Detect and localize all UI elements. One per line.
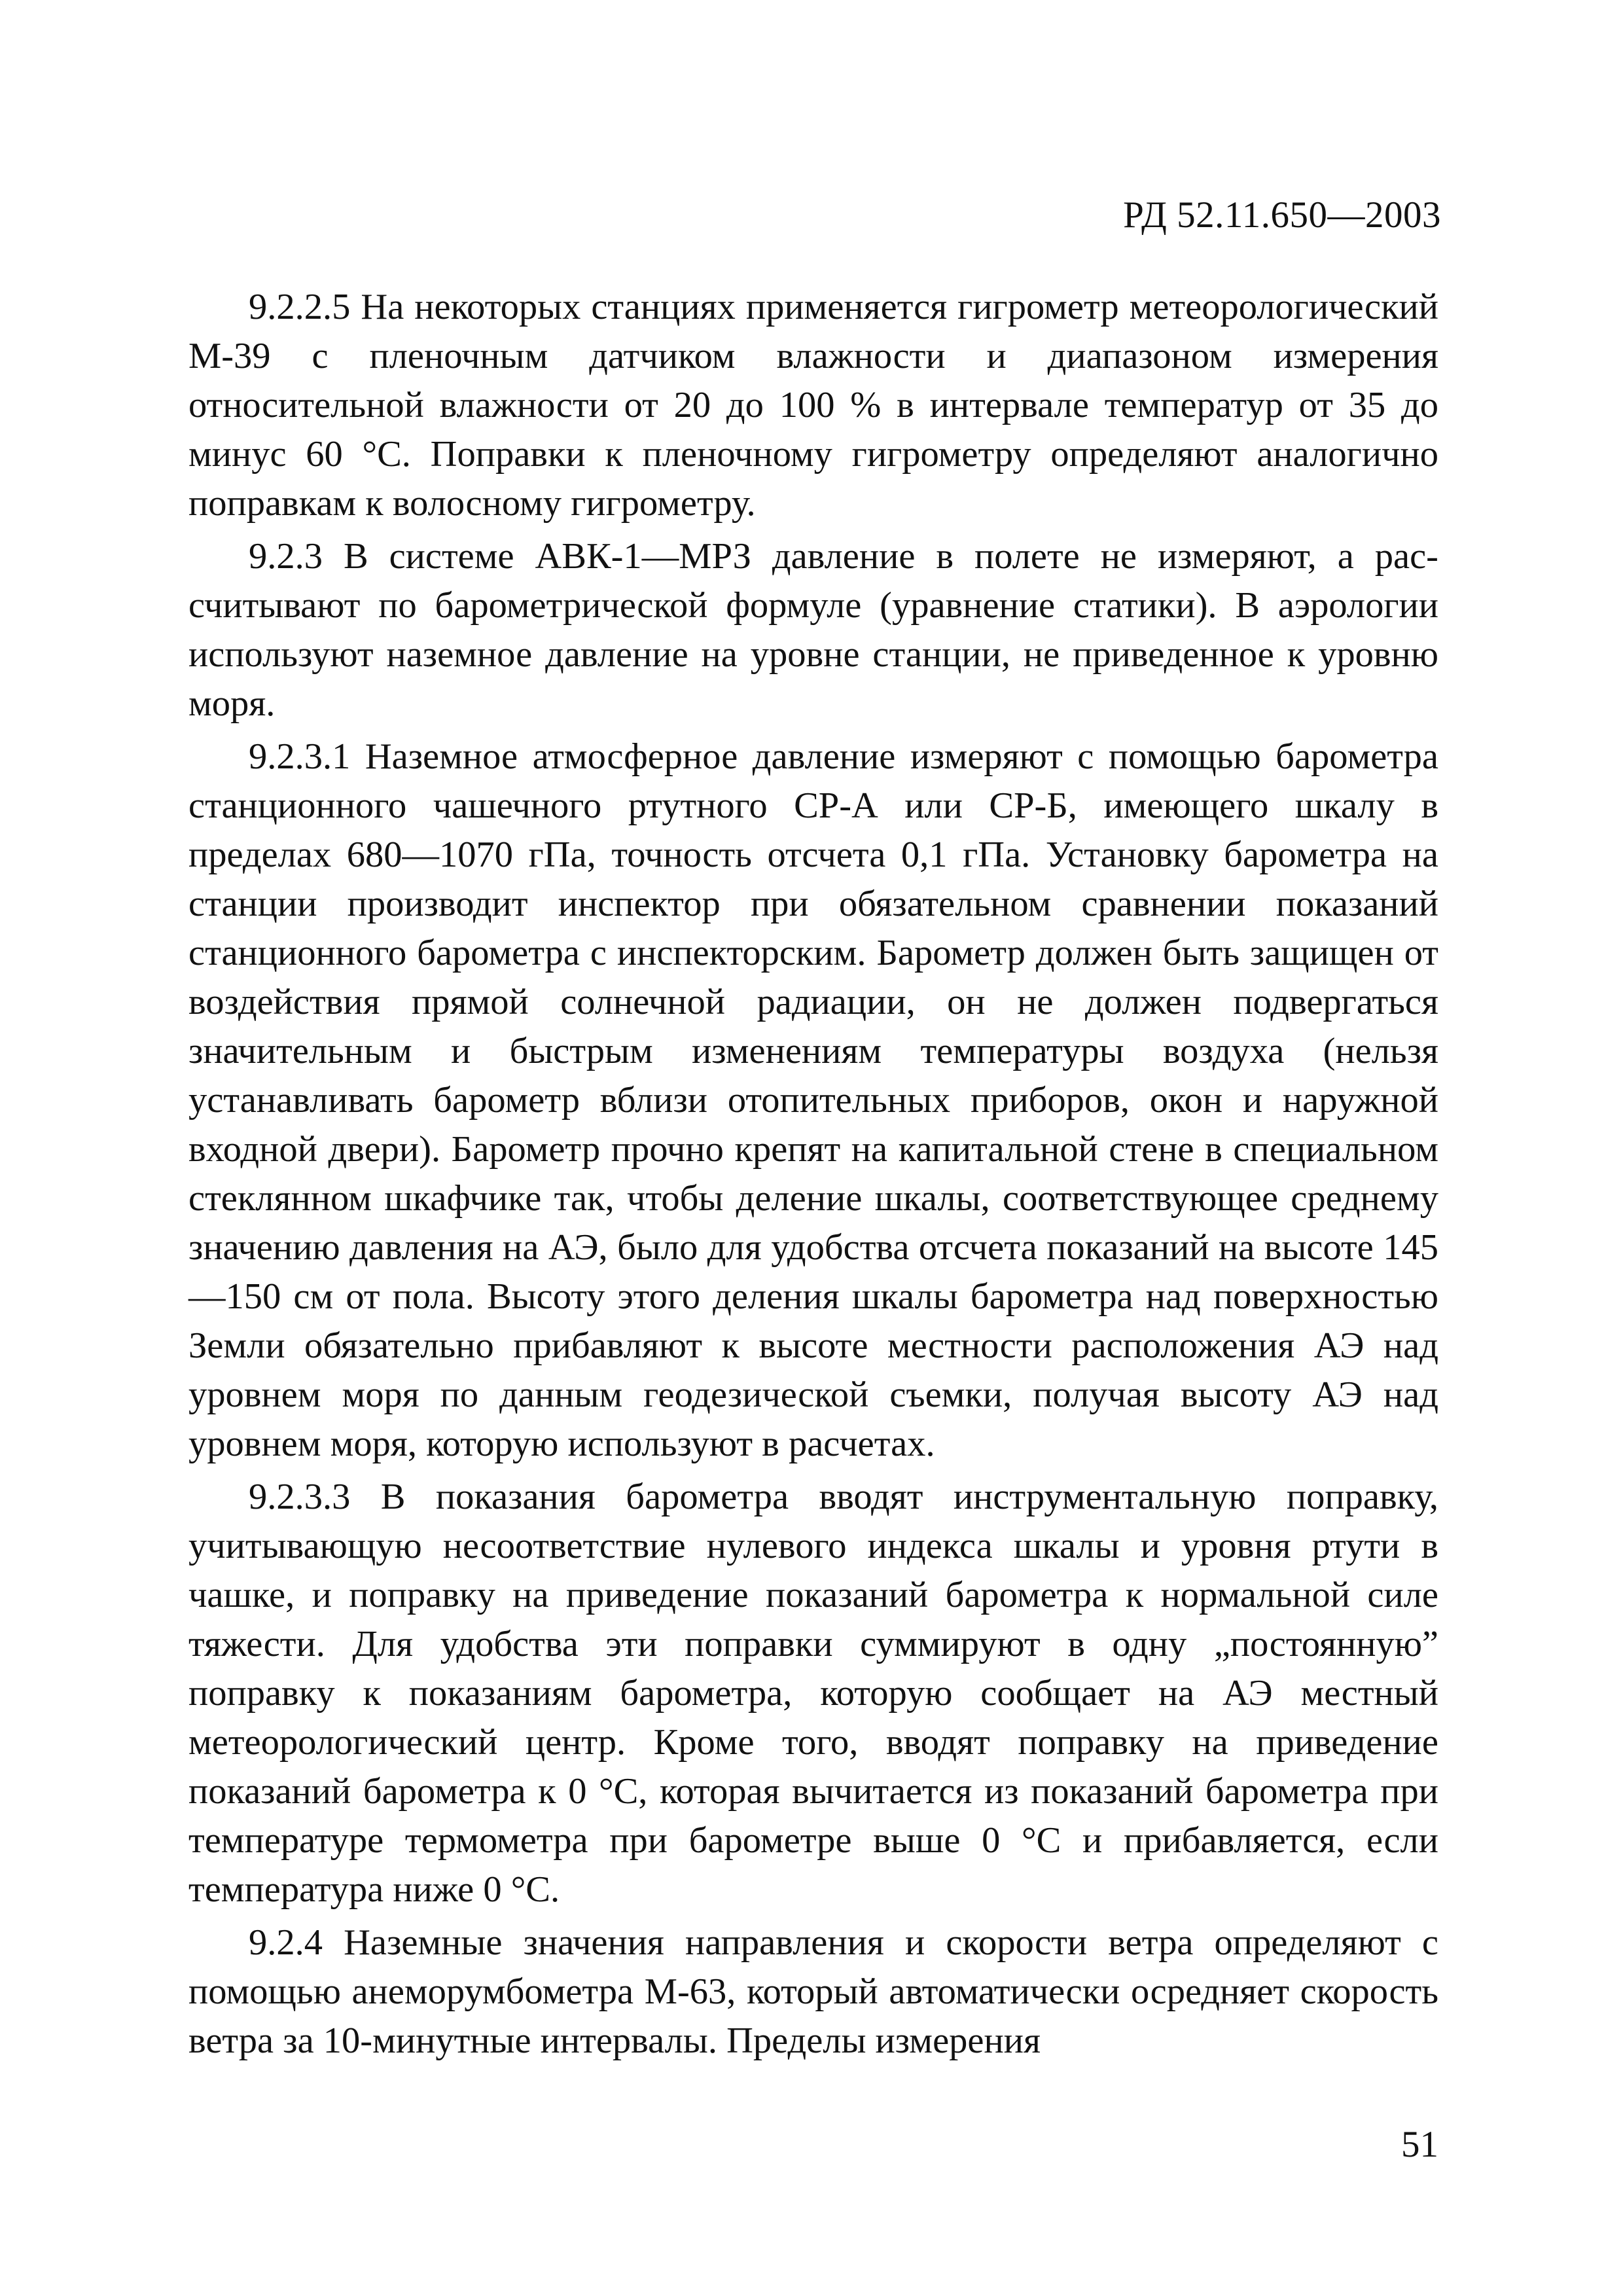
document-code: РД 52.11.650—2003 [1123, 194, 1441, 236]
page-number: 51 [1401, 2124, 1438, 2165]
body-text [188, 283, 1438, 2070]
paragraph-9-2-3-1: 9.2.3.1 Наземное атмосферное давление измеряют с помощью барометра станционного чашечного ртутного СР-А или СР-Б, имеющего шкалу в пределах 680—1070 гПа, точность отсчета 0,1 гПа. Установку барометра на станции производит инспектор при обязательном сравнении показаний станционного барометра с инспекторским. Барометр должен быть защищен от воздействия прямой солнечной радиации, он не должен подвергаться значительным и быстрым изменениям температуры воздуха (нельзя устанавливать барометр вблизи отопительных приборов, окон и наружной входной двери). Барометр прочно крепят на капитальной стене в специальном стеклянном шкафчике так, чтобы деление шкалы, соответствующее среднему значению давления на АЭ, было для удобства отсчета показаний на высоте 145—150 см от пола. Высоту этого деления шкалы барометра над поверхностью Земли обязательно прибавляют к высоте местности расположения АЭ над уровнем моря по данным геодезической съемки, получая высоту АЭ над уровнем моря, которую используют в расчетах. [188, 736, 1438, 1464]
paragraph-9-2-2-5: 9.2.2.5 На некоторых станциях применяется гигрометр метеорологический М-39 с пленочным датчиком влажности и диапазоном измерения относительной влажности от 20 до 100 % в интервале температур от 35 до минус 60 °С. Поправки к пленочному гигрометру определяют аналогично поправкам к волосному гигрометру. [188, 287, 1438, 524]
paragraph-9-2-4: 9.2.4 Наземные значения направления и скорости ветра определяют с помощью анеморумбометра М-63, который автоматически осредняет скорость ветра за 10-минутные интервалы. Пределы измерения [188, 1922, 1438, 2061]
paragraph-9-2-3-3: 9.2.3.3 В показания барометра вводят инструментальную поправку, учитывающую несоответствие нулевого индекса шкалы и уровня ртути в чашке, и поправку на приведение показаний барометра к нормальной силе тяжести. Для удобства эти поправки суммируют в одну „постоянную” поправку к показаниям барометра, которую сообщает на АЭ местный метеорологический центр. Кроме того, вводят поправку на приведение показаний барометра к 0 °С, которая вычитается из показаний барометра при температуре термометра при барометре выше 0 °С и прибавляется, если температура ниже 0 °С. [188, 1477, 1438, 1910]
paragraph-9-2-3: 9.2.3 В системе АВК-1—МРЗ давление в полете не измеряют, а рассчитывают по барометрической формуле (уравнение статики). В аэрологии используют наземное давление на уровне станции, не приведенное к уровню моря. [188, 536, 1438, 724]
